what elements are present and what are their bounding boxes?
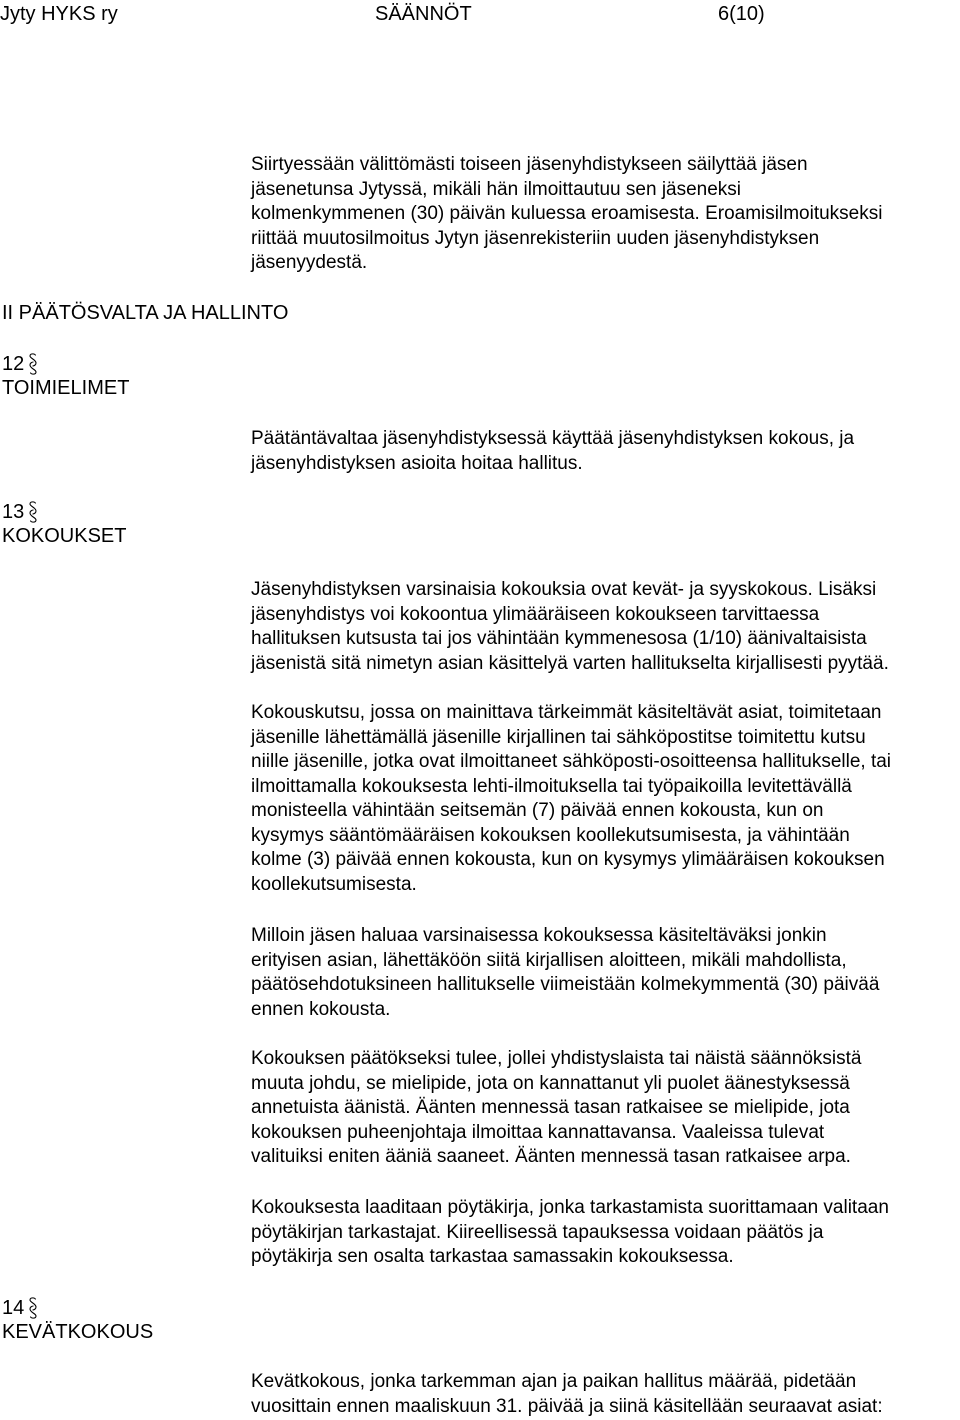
text-line: valituiksi eniten ääniä saaneet. Äänten mennessä tasan ratkaisee arpa.: [251, 1146, 851, 1167]
paragraph-membership-transfer: [251, 153, 960, 276]
paragraph-member-initiative: [251, 924, 960, 1022]
header-document-title: SÄÄNNÖT: [375, 3, 472, 25]
text-line: kokouksen puheenjohtaja ilmoittaa kannattavansa. Vaaleissa tulevat: [251, 1121, 825, 1143]
text-line: pöytäkirja sen osalta tarkastaa samassakin kokouksessa.: [251, 1246, 734, 1267]
section-number: 13: [2, 501, 25, 523]
section-title: TOIMIELIMET: [2, 377, 130, 399]
section-sign-icon: [26, 352, 40, 376]
header-page-number: 6(10): [718, 3, 765, 25]
text-line: Siirtyessään välittömästi toiseen jäsenyhdistykseen säilyttää jäsen: [251, 154, 808, 175]
text-line: Kokouksen päätökseksi tulee, jollei yhdistyslaista tai näistä säännöksistä: [251, 1048, 862, 1069]
section-number: 12: [2, 353, 25, 375]
text-line: Kokouskutsu, jossa on mainittava tärkeimmät käsiteltävät asiat, toimitetaan: [251, 702, 882, 723]
paragraph-decisions: [251, 1047, 960, 1170]
header-org-name: Jyty HYKS ry: [0, 3, 118, 25]
text-line: erityisen asian, lähettäköön siitä kirjallisen aloitteen, mikäli mahdollista,: [251, 949, 847, 971]
text-line: Jäsenyhdistyksen varsinaisia kokouksia ovat kevät- ja syyskokous. Lisäksi: [251, 579, 877, 600]
text-line: vuosittain ennen maaliskuun 31. päivää ja siinä käsitellään seuraavat asiat:: [251, 1395, 883, 1417]
text-line: riittää muutosilmoitus Jytyn jäsenrekisteriin uuden jäsenyhdistyksen: [251, 227, 820, 249]
text-line: jäsenyhdistys voi kokoontua ylimääräiseen kokoukseen tarvittaessa: [251, 603, 820, 625]
text-line: päätösehdotuksineen hallitukselle viimeistään kolmekymmentä (30) päivää: [251, 974, 880, 995]
text-line: muuta johdu, se mielipide, jota on kannattanut yli puolet äänestyksessä: [251, 1072, 850, 1094]
text-line: jäsenyhdistyksen asioita hoitaa hallitus.: [251, 452, 583, 474]
section-number: 14: [2, 1297, 25, 1319]
text-line: Kevätkokous, jonka tarkemman ajan ja paikan hallitus määrää, pidetään: [251, 1371, 857, 1392]
text-line: kysymys sääntömääräisen kokouksen koollekutsumisesta, ja vähintään: [251, 824, 850, 846]
text-line: monisteella vähintään seitsemän (7) päivää ennen kokousta, kun on: [251, 800, 824, 821]
text-line: annetuista äänistä. Äänten mennessä tasan ratkaisee se mielipide, jota: [251, 1097, 850, 1118]
text-line: koollekutsumisesta.: [251, 873, 417, 895]
text-line: Päätäntävaltaa jäsenyhdistyksessä käyttää jäsenyhdistyksen kokous, ja: [251, 428, 855, 449]
section-12-heading: [2, 352, 129, 400]
text-line: jäsenyydestä.: [251, 252, 368, 273]
section-sign-icon: [26, 1296, 40, 1320]
text-line: kolme (3) päivää ennen kokousta, kun on kysymys ylimääräisen kokouksen: [251, 849, 885, 870]
text-line: ilmoittamalla kokouksesta lehti-ilmoituksella tai työpaikoilla levitettävällä: [251, 775, 852, 797]
text-line: Milloin jäsen haluaa varsinaisessa kokouksessa käsiteltäväksi jonkin: [251, 925, 827, 946]
text-line: jäsenistä sitä nimetyn asian käsittelyä varten hallitukselta kirjallisesti pyytää.: [251, 652, 889, 674]
paragraph-meetings: [251, 578, 960, 676]
paragraph-governing-bodies: [251, 427, 960, 476]
paragraph-meeting-invitation: [251, 701, 960, 897]
text-line: jäsenetunsa Jytyssä, mikäli hän ilmoittautuu sen jäseneksi: [251, 178, 742, 200]
text-line: kolmenkymmenen (30) päivän kuluessa eroamisesta. Eroamisilmoitukseksi: [251, 203, 883, 224]
chapter-heading: II PÄÄTÖSVALTA JA HALLINTO: [2, 302, 289, 324]
section-14-heading: [2, 1296, 153, 1344]
text-line: jäsenille lähettämällä jäsenille kirjallinen tai sähköpostitse toimitettu kutsu: [251, 726, 866, 748]
text-line: niille jäsenille, jotka ovat ilmoittaneet sähköposti-osoitteensa hallitukselle, tai: [251, 751, 892, 772]
text-line: ennen kokousta.: [251, 998, 391, 1020]
text-line: hallituksen kutsusta tai jos vähintään kymmenesosa (1/10) äänivaltaisista: [251, 628, 867, 649]
section-title: KOKOUKSET: [2, 525, 127, 547]
section-13-heading: [2, 500, 126, 548]
text-line: Kokouksesta laaditaan pöytäkirja, jonka tarkastamista suorittamaan valitaan: [251, 1197, 889, 1218]
text-line: pöytäkirjan tarkastajat. Kiireellisessä tapauksessa voidaan päätös ja: [251, 1221, 824, 1243]
section-sign-icon: [26, 500, 40, 524]
paragraph-spring-meeting: [251, 1370, 960, 1419]
section-title: KEVÄTKOKOUS: [2, 1321, 154, 1343]
paragraph-minutes: [251, 1196, 960, 1270]
